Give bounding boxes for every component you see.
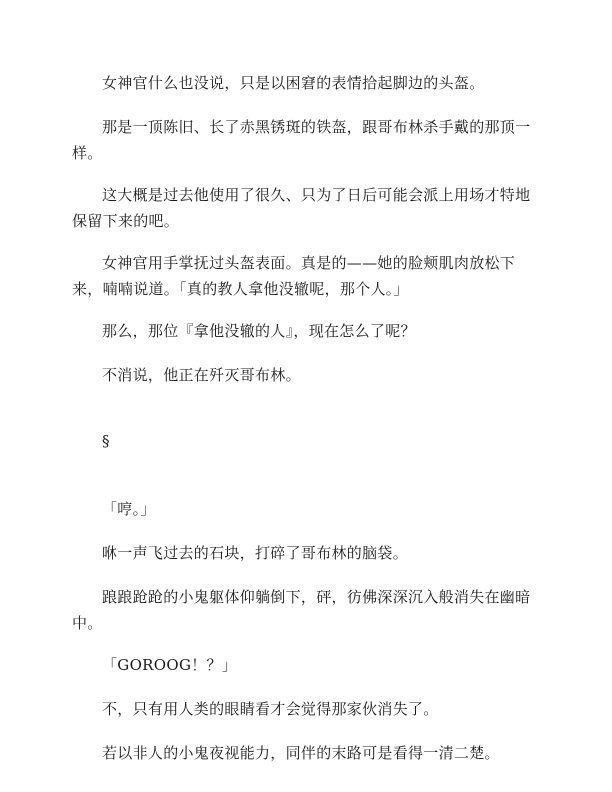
paragraph-10: 「GOROOG！？」 [102, 656, 238, 674]
paragraph-11: 不，只有用人类的眼睛看才会觉得那家伙消失了。 [102, 700, 439, 718]
paragraph-4: 女神官用手掌抚过头盔表面。真是的——她的脸颊肌肉放松下来，喃喃说道。「真的教人拿他没辙呢，那个人。」 [72, 254, 516, 298]
paragraph-8: 咻一声飞过去的石块，打碎了哥布林的脑袋。 [102, 544, 409, 562]
paragraph-7: 「哼。」 [102, 500, 156, 518]
paragraph-6: 不消说，他正在歼灭哥布林。 [102, 366, 301, 384]
paragraph-1: 女神官什么也没说，只是以困窘的表情拾起脚边的头盔。 [102, 74, 485, 92]
section-divider: § [102, 432, 110, 450]
paragraph-2: 那是一顶陈旧、长了赤黑锈斑的铁盔，跟哥布林杀手戴的那顶一样。 [72, 118, 531, 162]
paragraph-5: 那么，那位『拿他没辙的人』，现在怎么了呢？ [102, 322, 416, 340]
paragraph-3: 这大概是过去他使用了很久、只为了日后可能会派上用场才特地保留下来的吧。 [72, 186, 531, 230]
paragraph-12: 若以非人的小鬼夜视能力，同伴的末路可是看得一清二楚。 [102, 744, 500, 762]
paragraph-9: 踉踉跄跄的小鬼躯体仰躺倒下，砰，彷佛深深沉入般消失在幽暗中。 [72, 588, 531, 632]
